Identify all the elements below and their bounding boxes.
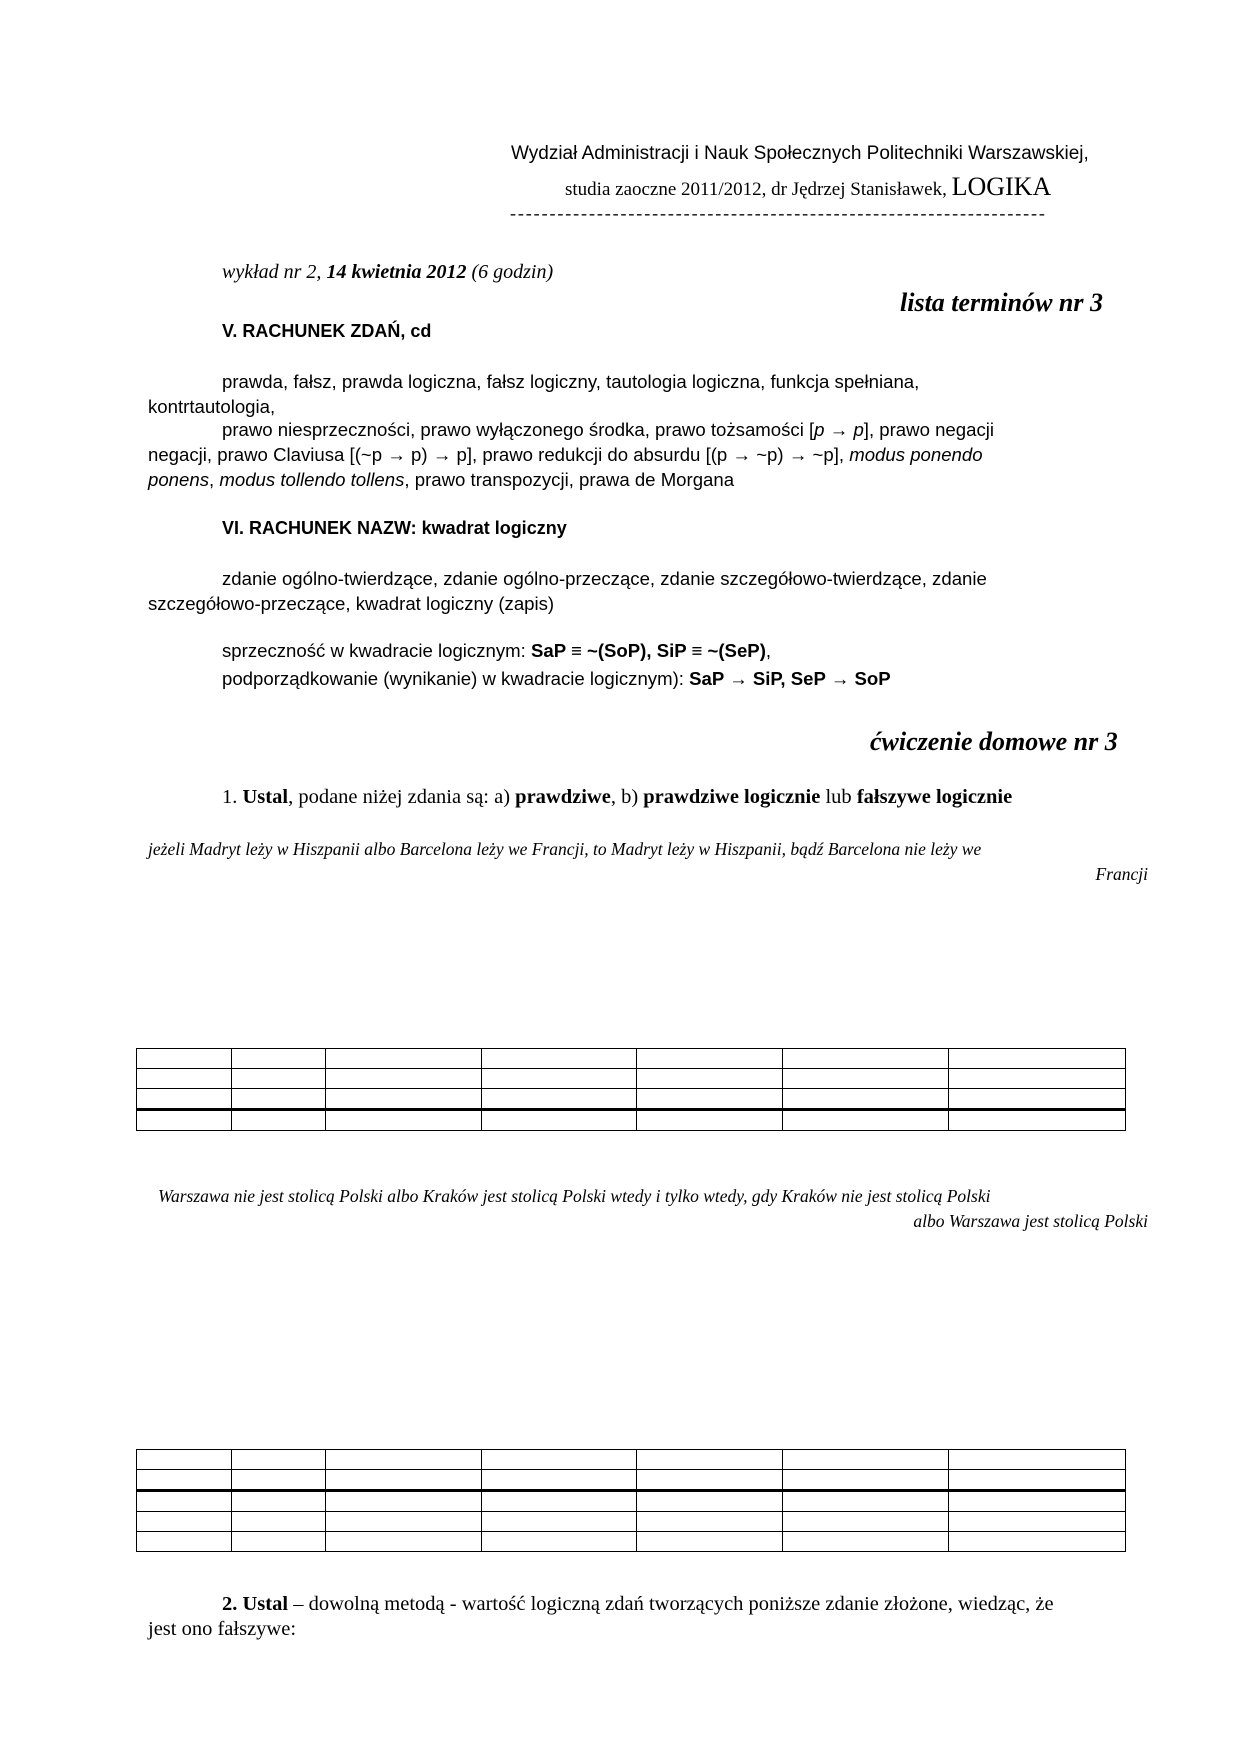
terms-2-text-c: ], prawo negacji — [863, 419, 995, 440]
table-cell[interactable] — [231, 1532, 325, 1552]
table-cell[interactable] — [325, 1450, 481, 1470]
table-cell[interactable] — [325, 1532, 481, 1552]
terms-2-text-d: negacji, prawo Claviusa [(~p → p) → p], prawo redukcji do absurdu [(p → ~p) → ~p], — [148, 444, 850, 465]
table-row — [137, 1089, 1126, 1110]
terms-2-comma: , — [209, 469, 220, 490]
table-cell[interactable] — [783, 1110, 949, 1131]
terms-2-text-a: prawo niesprzeczności, prawo wyłączonego środka, prawo tożsamości [ — [222, 419, 815, 440]
header-course-text: studia zaoczne 2011/2012, dr Jędrzej Stanisławek, — [565, 179, 952, 200]
table-cell[interactable] — [949, 1089, 1126, 1110]
contradiction-label: sprzeczność w kwadracie logicznym: — [222, 640, 531, 661]
table-cell[interactable] — [325, 1512, 481, 1532]
terms-1-line2: kontrtautologia, — [148, 396, 276, 417]
table-cell[interactable] — [481, 1512, 637, 1532]
table-cell[interactable] — [637, 1089, 783, 1110]
header-faculty: Wydział Administracji i Nauk Społecznych Politechniki Warszawskiej, — [511, 143, 1089, 164]
table-cell[interactable] — [637, 1532, 783, 1552]
table-cell[interactable] — [137, 1110, 232, 1131]
table-cell[interactable] — [481, 1491, 637, 1512]
terms-2-line1 — [148, 417, 1153, 442]
table-cell[interactable] — [783, 1049, 949, 1069]
lecture-suffix: (6 godzin) — [466, 261, 554, 283]
table-cell[interactable] — [783, 1512, 949, 1532]
table-cell[interactable] — [949, 1491, 1126, 1512]
table-cell[interactable] — [637, 1049, 783, 1069]
sentence-2-line2: albo Warszawa jest stolicą Polski — [913, 1211, 1148, 1231]
section-5-heading: V. RACHUNEK ZDAŃ, cd — [222, 321, 432, 341]
task-2-number: 2. Ustal — [222, 1593, 289, 1615]
table-cell[interactable] — [231, 1491, 325, 1512]
table-cell[interactable] — [137, 1532, 232, 1552]
table-cell[interactable] — [137, 1049, 232, 1069]
table-row — [137, 1049, 1126, 1069]
table-cell[interactable] — [231, 1089, 325, 1110]
table-cell[interactable] — [325, 1110, 481, 1131]
section-6-line1: zdanie ogólno-twierdzące, zdanie ogólno-przeczące, zdanie szczegółowo-twierdzące, zdanie — [222, 568, 987, 589]
section-6-heading-b: : kwadrat logiczny — [410, 518, 567, 538]
table-cell[interactable] — [481, 1470, 637, 1491]
terms-2-text-i: , prawo transpozycji, prawa de Morgana — [404, 469, 735, 490]
table-cell[interactable] — [637, 1470, 783, 1491]
table-cell[interactable] — [783, 1069, 949, 1089]
table-cell[interactable] — [231, 1069, 325, 1089]
section-6-line2: szczegółowo-przeczące, kwadrat logiczny (zapis) — [148, 593, 555, 614]
lecture-date: 14 kwietnia 2012 — [326, 261, 467, 283]
table-cell[interactable] — [783, 1532, 949, 1552]
table-cell[interactable] — [137, 1089, 232, 1110]
modus-ponendo: modus ponendo — [849, 444, 983, 465]
task-1-number: 1. — [222, 786, 243, 808]
table-cell[interactable] — [231, 1110, 325, 1131]
terms-2-line2 — [148, 442, 1153, 467]
table-cell[interactable] — [637, 1512, 783, 1532]
truth-table-1 — [136, 1048, 1126, 1131]
terms-1-line1: prawda, fałsz, prawda logiczna, fałsz logiczny, tautologia logiczna, funkcja spełniana, — [222, 371, 920, 392]
header-course — [565, 172, 1051, 202]
table-cell[interactable] — [137, 1470, 232, 1491]
table-cell[interactable] — [231, 1450, 325, 1470]
table-cell[interactable] — [481, 1069, 637, 1089]
table-cell[interactable] — [481, 1089, 637, 1110]
table-row — [137, 1532, 1126, 1552]
sentence-1-line2: Francji — [1095, 864, 1148, 884]
homework-title: ćwiczenie domowe nr 3 — [870, 727, 1118, 756]
table-cell[interactable] — [637, 1450, 783, 1470]
task-1 — [222, 786, 1012, 809]
table-cell[interactable] — [325, 1069, 481, 1089]
table-row — [137, 1450, 1126, 1470]
square-relations — [222, 637, 891, 693]
task-1-text3: lub — [820, 786, 857, 808]
table-cell[interactable] — [231, 1470, 325, 1491]
table-cell[interactable] — [949, 1069, 1126, 1089]
table-cell[interactable] — [949, 1450, 1126, 1470]
subalternation-label: podporządkowanie (wynikanie) w kwadracie logicznym): — [222, 668, 690, 689]
table-cell[interactable] — [481, 1532, 637, 1552]
table-cell[interactable] — [325, 1470, 481, 1491]
table-cell[interactable] — [637, 1110, 783, 1131]
subalternation-formula: SaP → SiP, SeP → SoP — [689, 668, 891, 689]
section-6-terms — [148, 566, 1153, 616]
table-cell[interactable] — [949, 1049, 1126, 1069]
task-2-text: – dowolną metodą - wartość logiczną zdań tworzących poniższe zdanie złożone, wiedząc, że — [288, 1593, 1054, 1615]
task-2-line2: jest ono fałszywe: — [148, 1618, 297, 1640]
table-cell[interactable] — [231, 1049, 325, 1069]
table-row — [137, 1069, 1126, 1089]
table-cell[interactable] — [231, 1512, 325, 1532]
modus-tollendo-tollens: modus tollendo tollens — [219, 469, 405, 490]
table-cell[interactable] — [325, 1089, 481, 1110]
header-separator: -------------------------------------------------------------------- — [510, 203, 1047, 223]
table-cell[interactable] — [783, 1470, 949, 1491]
terms-list-title: lista terminów nr 3 — [900, 288, 1103, 317]
contradiction-comma: , — [765, 640, 772, 661]
table-cell[interactable] — [637, 1491, 783, 1512]
task-1-option-b: prawdziwe logicznie — [643, 786, 821, 808]
task-1-verb: Ustal — [242, 786, 289, 808]
task-1-text2: , b) — [610, 786, 644, 808]
table-row — [137, 1512, 1126, 1532]
table-cell[interactable] — [783, 1491, 949, 1512]
task-1-text1: , podane niżej zdania są: a) — [288, 786, 516, 808]
table-row — [137, 1470, 1126, 1491]
subalternation-line — [222, 665, 891, 693]
table-cell[interactable] — [637, 1069, 783, 1089]
section-5-terms-2 — [148, 417, 1153, 492]
table-cell[interactable] — [481, 1110, 637, 1131]
sentence-2-line1: Warszawa nie jest stolicą Polski albo Kraków jest stolicą Polski wtedy i tylko wtedy, gdy Kraków nie jest stolicą Polski — [158, 1186, 991, 1206]
section-6-heading-a: VI. RACHUNEK NAZW — [222, 518, 411, 538]
task-1-option-a: prawdziwe — [515, 786, 611, 808]
lecture-info — [222, 261, 553, 284]
lecture-prefix: wykład nr 2, — [222, 261, 327, 283]
table-cell[interactable] — [325, 1491, 481, 1512]
table-cell[interactable] — [137, 1069, 232, 1089]
table-cell[interactable] — [137, 1512, 232, 1532]
identity-law-formula: p → p — [814, 419, 864, 440]
table-cell[interactable] — [949, 1470, 1126, 1491]
sentence-1-line1: jeżeli Madryt leży w Hiszpanii albo Barcelona leży we Francji, to Madryt leży w Hiszpanii, bądź Barcelona nie leży we — [148, 839, 982, 859]
table-cell[interactable] — [949, 1532, 1126, 1552]
terms-2-line3 — [148, 467, 1153, 492]
table-row — [137, 1491, 1126, 1512]
table-cell[interactable] — [481, 1049, 637, 1069]
task-1-option-c: fałszywe logicznie — [856, 786, 1013, 808]
contradiction-line — [222, 637, 891, 665]
table-cell[interactable] — [481, 1450, 637, 1470]
truth-table-2 — [136, 1449, 1126, 1552]
ponens: ponens — [148, 469, 210, 490]
table-cell[interactable] — [325, 1049, 481, 1069]
table-row — [137, 1110, 1126, 1131]
task-2-line1 — [222, 1591, 1154, 1618]
table-cell[interactable] — [137, 1491, 232, 1512]
table-cell[interactable] — [137, 1450, 232, 1470]
table-cell[interactable] — [949, 1512, 1126, 1532]
header-subject: LOGIKA — [951, 172, 1052, 201]
contradiction-formula: SaP ≡ ~(SoP), SiP ≡ ~(SeP) — [530, 640, 766, 661]
table-cell[interactable] — [783, 1450, 949, 1470]
section-6-heading — [222, 518, 567, 539]
table-cell[interactable] — [949, 1110, 1126, 1131]
section-5-terms-1 — [148, 369, 1153, 419]
table-cell[interactable] — [783, 1089, 949, 1110]
